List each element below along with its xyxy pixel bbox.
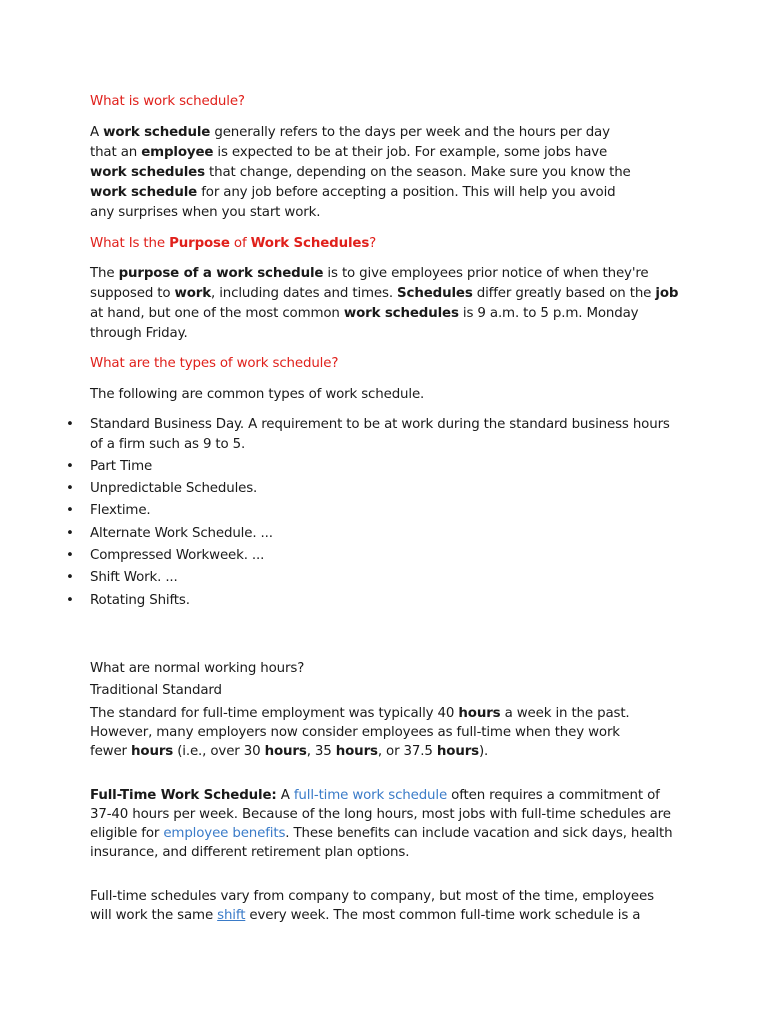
list-item: • Flextime. (0, 501, 680, 521)
subhead-traditional-standard: Traditional Standard (90, 683, 222, 698)
bullet-icon: • (66, 525, 74, 541)
bullet-icon: • (66, 592, 74, 608)
employee-benefits-link[interactable]: employee benefits (163, 826, 286, 841)
bold-term: work schedule (90, 185, 198, 200)
list-item: • Standard Business Day. A requirement to be at work during the standard business hours of a firm such as 9 to 5. (66, 417, 670, 452)
bold-term: work (174, 286, 212, 301)
question-normal-working-hours: What are normal working hours? (90, 661, 305, 676)
list-item: • Rotating Shifts. (0, 591, 680, 611)
full-time-label: Full-Time Work Schedule: (90, 788, 277, 803)
list-item: • Unpredictable Schedules. (0, 479, 680, 499)
bold-term: employee (141, 145, 214, 160)
heading-what-is-work-schedule: What is work schedule? (90, 94, 245, 109)
paragraph-full-time-work-schedule: Full-Time Work Schedule: A full-time work schedule often requires a commitment of 37-40 hours per week. Because of the long hours, most jobs with full-time schedules are eligible for employee benefits. These benefits can include vacation and sick days, health insurance, and different retirement plan options. (90, 788, 673, 860)
bold-term: hours (436, 744, 479, 759)
full-time-work-schedule-link[interactable]: full-time work schedule (293, 788, 448, 803)
list-item: • Shift Work. ... (0, 568, 680, 588)
heading-types-of-work-schedule: What are the types of work schedule? (90, 356, 339, 371)
paragraph-purpose: The purpose of a work schedule is to give employees prior notice of when they're supposed to work, including dates and times. Schedules differ greatly based on the job at hand, but one of the most common work schedules is 9 a.m. to 5 p.m. Monday through Friday. (90, 266, 679, 341)
heading-purpose-of-work-schedules: What Is the Purpose of Work Schedules? (90, 236, 377, 251)
types-intro: The following are common types of work schedule. (90, 387, 425, 402)
bold-term: hours (335, 744, 378, 759)
bullet-icon: • (66, 417, 74, 432)
shift-link[interactable]: shift (217, 908, 246, 923)
paragraph-work-schedule-definition: A work schedule generally refers to the days per week and the hours per day that an employee is expected to be at their job. For example, some jobs have work schedules that change, depending on the season. Make sure you know the work schedule for any job before accepting a position. This will help you avoid any surprises when you start work. (90, 125, 631, 220)
bold-term: Schedules (397, 286, 473, 301)
bold-term: job (655, 286, 679, 301)
bold-term: work schedules (90, 165, 205, 180)
paragraph-traditional-standard: The standard for full-time employment was typically 40 hours a week in the past. However, many employers now consider employees as full-time when they work fewer hours (i.e., over 30 hours, 35 hours, or 37.5 hours). (90, 706, 630, 759)
list-item: • Part Time (0, 457, 680, 477)
bullet-icon: • (66, 547, 74, 563)
bold-term: hours (264, 744, 307, 759)
bold-term: purpose of a work schedule (118, 266, 324, 281)
bullet-icon: • (66, 503, 74, 519)
bold-term: hours (131, 744, 174, 759)
bold-term: work schedules (343, 306, 459, 321)
list-item: • Alternate Work Schedule. ... (0, 524, 680, 544)
work-schedule-types-list (0, 415, 768, 613)
bullet-icon: • (66, 570, 74, 586)
bullet-icon: • (66, 458, 74, 474)
list-item: • Compressed Workweek. ... (0, 546, 680, 566)
bold-term: hours (458, 706, 501, 721)
bold-term: work schedule (103, 125, 211, 140)
bullet-icon: • (66, 481, 74, 497)
paragraph-full-time-schedules-vary: Full-time schedules vary from company to company, but most of the time, employees will work the same shift every week. The most common full-time work schedule is a (90, 889, 654, 923)
